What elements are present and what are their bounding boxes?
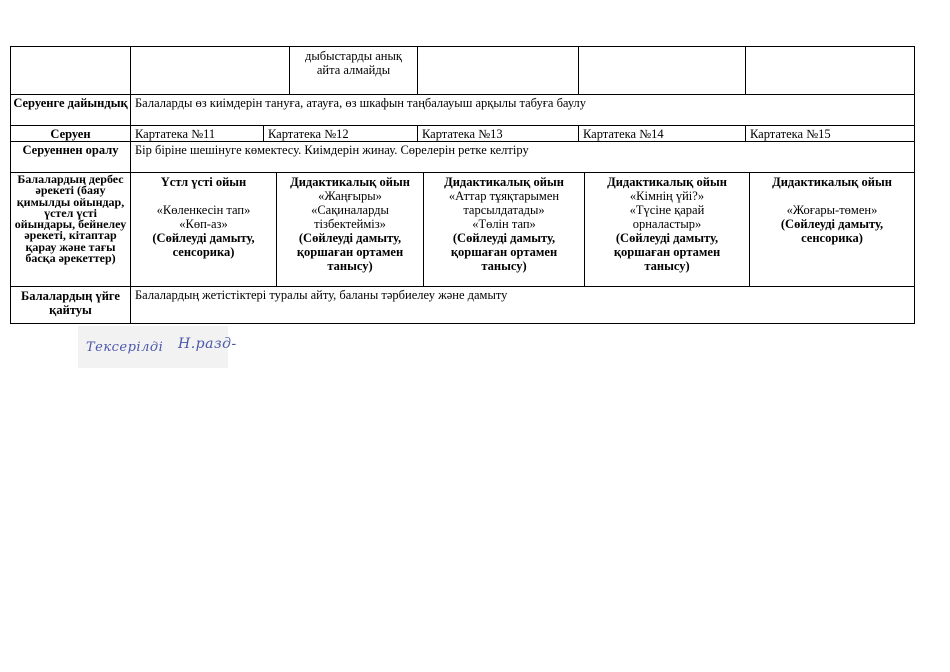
table-cell-speech-note: дыбыстарды анық айта алмайды xyxy=(289,46,418,95)
activity-col-1 xyxy=(130,172,277,287)
table-cell-empty xyxy=(10,46,131,95)
activity-title: Дидактикалық ойын xyxy=(444,175,564,189)
signature-word: Тексерілді xyxy=(86,340,164,355)
row-header-walk-prep: Серуенге дайындық xyxy=(10,94,131,126)
table-cell-empty xyxy=(745,46,915,95)
row-header-independent-activity: Балалардың дербес әрекеті (баяу қимылды ойындар, үстел үсті ойындары, бейнелеу әрекеті, кітаптар қарау және тағы басқа әрекеттер) xyxy=(10,172,131,287)
activity-focus: (Сөйлеуді дамыту, сенсорика) xyxy=(152,231,255,259)
activity-game-name: «Кімнің үйі?» xyxy=(629,189,705,203)
going-home-content: Балалардың жетістіктері туралы айту, баланы тәрбиелеу және дамыту xyxy=(130,286,915,324)
activity-game-name: «Көленкесін тап» xyxy=(156,203,251,217)
activity-game-name: «Аттар тұяқтарымен тарсылдатады» xyxy=(448,189,560,217)
handwritten-signature xyxy=(78,326,237,368)
schedule-table xyxy=(10,46,915,324)
table-cell-empty xyxy=(130,46,290,95)
walk-card-11: Картатека №11 xyxy=(130,125,264,142)
activity-game-name: «Түсіне қарай орналастыр» xyxy=(629,203,705,231)
activity-col-2 xyxy=(276,172,424,287)
activity-game-name: «Төлін тап» xyxy=(472,217,536,231)
activity-focus: (Сөйлеуді дамыту, қоршаған ортамен танысу) xyxy=(296,231,404,273)
activity-title: Дидактикалық ойын xyxy=(290,175,410,189)
activity-title: Үстл үсті ойын xyxy=(160,175,247,189)
activity-game-name: «Көп-аз» xyxy=(179,217,228,231)
table-cell-empty xyxy=(578,46,746,95)
row-header-going-home: Балалардың үйге қайтуы xyxy=(10,286,131,324)
walk-prep-content: Балаларды өз киімдерін тануға, атауға, өз шкафын таңбалауыш арқылы табуға баулу xyxy=(130,94,915,126)
walk-card-13: Картатека №13 xyxy=(417,125,579,142)
activity-game-name: «Сақиналарды тізбектейміз» xyxy=(311,203,389,231)
activity-col-5 xyxy=(749,172,915,287)
walk-card-15: Картатека №15 xyxy=(745,125,915,142)
walk-card-12: Картатека №12 xyxy=(263,125,418,142)
activity-col-4 xyxy=(584,172,750,287)
activity-col-3 xyxy=(423,172,585,287)
activity-focus: (Сөйлеуді дамыту, сенсорика) xyxy=(780,217,884,245)
activity-title: Дидактикалық ойын xyxy=(607,175,727,189)
activity-focus: (Сөйлеуді дамыту, қоршаған ортамен танысу) xyxy=(450,231,558,273)
walk-card-14: Картатека №14 xyxy=(578,125,746,142)
table-cell-empty xyxy=(417,46,579,95)
activity-title: Дидактикалық ойын xyxy=(772,175,892,189)
activity-game-name: «Жоғары-төмен» xyxy=(786,203,878,217)
walk-return-content: Бір біріне шешінуге көмектесу. Киімдерін жинау. Сөрелерін ретке келтіру xyxy=(130,141,915,173)
row-header-walk-return: Серуеннен оралу xyxy=(10,141,131,173)
activity-game-name: «Жаңғыры» xyxy=(318,189,382,203)
row-header-walk: Серуен xyxy=(10,125,131,142)
signature-initials: Н.разд- xyxy=(178,336,237,352)
activity-focus: (Сөйлеуді дамыту, қоршаған ортамен танысу) xyxy=(613,231,721,273)
